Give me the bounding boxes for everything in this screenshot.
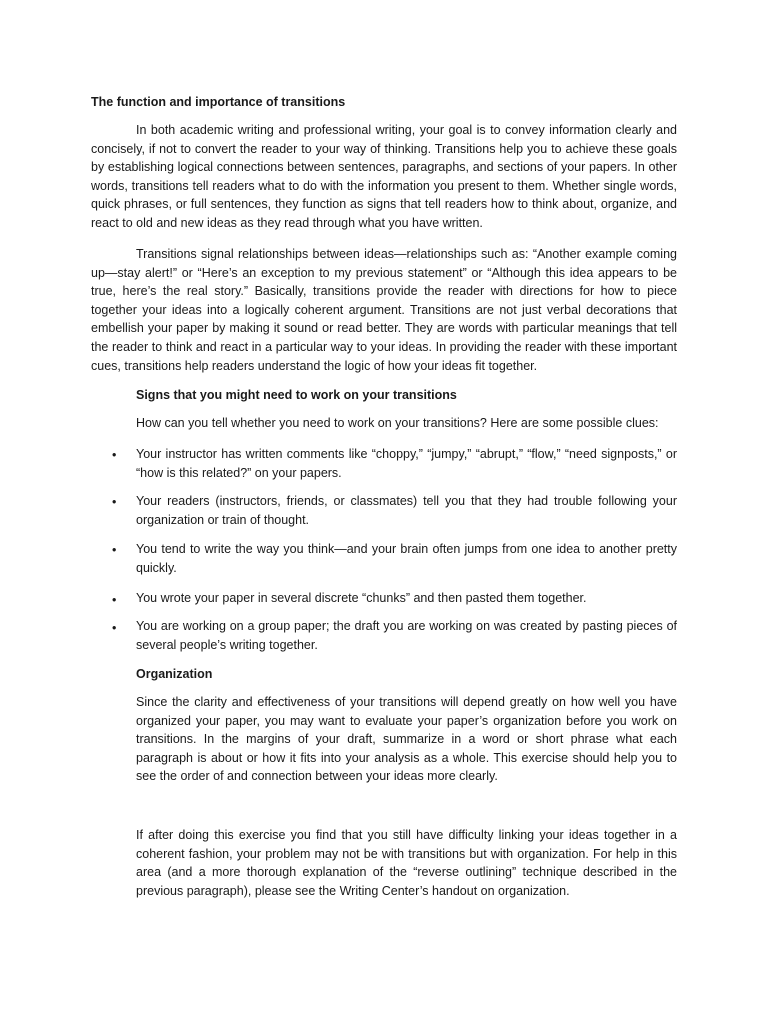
bullet-icon: • [112, 495, 117, 509]
document-title: The function and importance of transitions [91, 95, 346, 109]
intro-paragraph: In both academic writing and professional writing, your goal is to convey information clearly and concisely, if not to convert the reader to your way of thinking. Transitions help you to achieve these goals by establishing logical connections between sentences, paragraphs, and sections of your papers. In other words, transitions tell readers what to do with the information you present to them. Whether single words, quick phrases, or full sentences, they function as signs that tell readers how to think about, organize, and react to old and new ideas as they read through what you have written. [91, 123, 677, 230]
clue-text: Your instructor has written comments like “choppy,” “jumpy,” “abrupt,” “flow,” “need signposts,” or “how is this related?” on your papers. [136, 447, 677, 480]
clue-text: You wrote your paper in several discrete “chunks” and then pasted them together. [136, 591, 587, 605]
signs-intro: How can you tell whether you need to work on your transitions? Here are some possible clues: [136, 416, 659, 430]
clue-text: You tend to write the way you think—and your brain often jumps from one idea to another pretty quickly. [136, 542, 677, 575]
clue-text: You are working on a group paper; the draft you are working on was created by pasting pieces of several people’s writing together. [136, 619, 677, 652]
signs-heading: Signs that you might need to work on your transitions [136, 388, 457, 402]
bullet-icon: • [112, 621, 117, 635]
organization-followup-paragraph: If after doing this exercise you find that you still have difficulty linking your ideas together in a coherent fashion, your problem may not be with transitions but with organization. For help in this area (and a more thorough explanation of the “reverse outlining” technique described in the previous paragraph), please see the Writing Center’s handout on organization. [136, 828, 677, 898]
bullet-icon: • [112, 543, 117, 557]
bullet-icon: • [112, 448, 117, 462]
bullet-icon: • [112, 593, 117, 607]
organization-paragraph: Since the clarity and effectiveness of your transitions will depend greatly on how well you have organized your paper, you may want to evaluate your paper’s organization before you work on transitions. In the margins of your draft, summarize in a word or short phrase what each paragraph is about or how it fits into your analysis as a whole. This exercise should help you to see the order of and connection between your ideas more clearly. [136, 695, 677, 784]
relationships-paragraph: Transitions signal relationships between ideas—relationships such as: “Another example coming up—stay alert!” or “Here’s an exception to my previous statement” or “Although this idea appears to be true, here’s the real story.” Basically, transitions provide the reader with directions for how to piece together your ideas into a logically coherent argument. Transitions are not just verbal decorations that embellish your paper by making it sound or read better. They are words with particular meanings that tell the reader to think and react in a particular way to your ideas. In providing the reader with these important cues, transitions help readers understand the logic of how your ideas fit together. [91, 247, 677, 373]
organization-heading: Organization [136, 667, 213, 681]
clue-text: Your readers (instructors, friends, or classmates) tell you that they had trouble following your organization or train of thought. [136, 494, 677, 527]
